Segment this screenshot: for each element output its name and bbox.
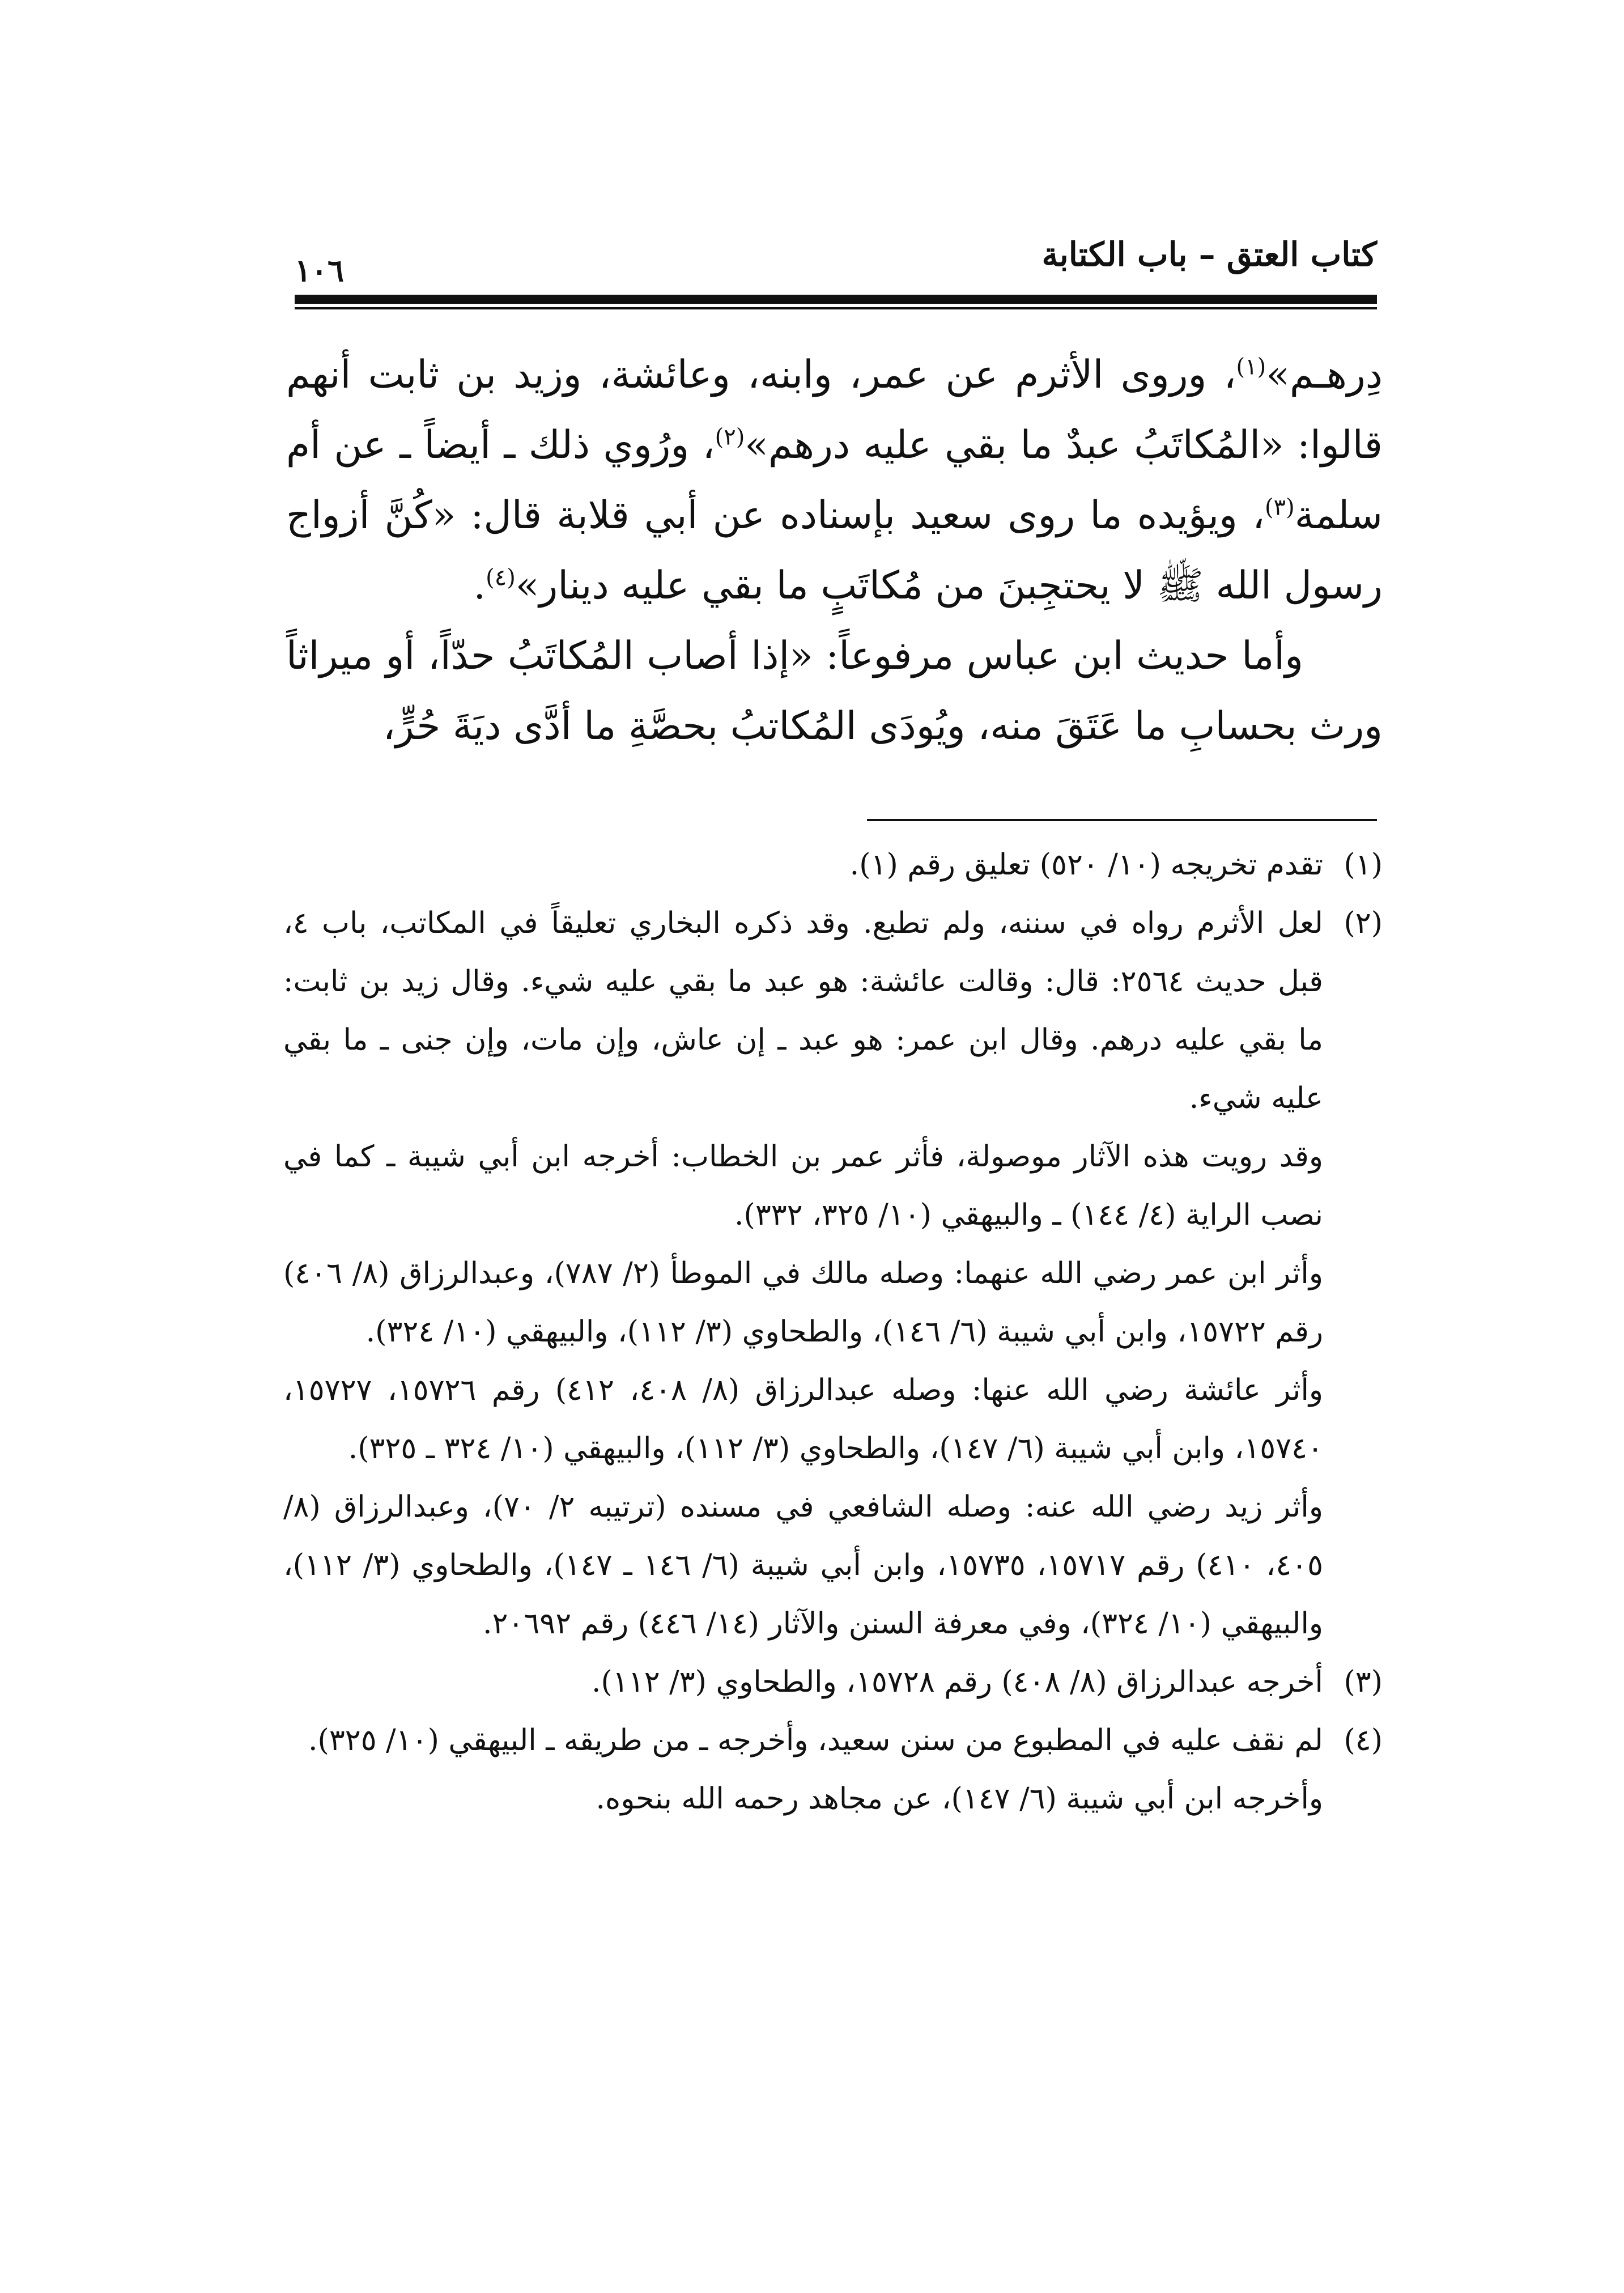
main-paragraph-2: وأما حديث ابن عباس مرفوعاً: «إذا أصاب المُكاتَبُ حدّاً، أو ميراثاً ورث بحسابِ ما عَتَقَ منه، ويُودَى المُكاتبُ بحصَّةِ ما أدَّى ديَةَ حُرٍّ، [286,634,1383,749]
footnote-ref-3: (٣) [1265,494,1295,521]
main-text-segment: . [473,563,486,608]
footnote-paragraph: أخرجه عبدالرزاق (٨/ ٤٠٨) رقم ١٥٧٢٨، والطحاوي (٣/ ١١٢). [592,1665,1323,1699]
footnote-paragraph: لعل الأثرم رواه في سننه، ولم تطبع. وقد ذكره البخاري تعليقاً في المكاتب، باب ٤، قبل حديث ٢٥٦٤: قال: وقالت عائشة: هو عبد ما بقي عليه شيء. وقال زيد بن ثابت: ما بقي عليه درهم. وقال ابن عمر: هو عبد ـ إن عاش، وإن مات، وإن جنى ـ ما بقي عليه شيء. [283,906,1323,1115]
main-text-segment: ، ويؤيده ما روى سعيد بإسناده عن أبي قلابة قال: «كُنَّ أزواج رسول الله ﷺ لا يحتجِبنَ من مُكاتَبٍ ما بقي عليه دينار» [286,493,1383,608]
footnote-number: (١) [1344,848,1383,882]
footnote-number: (٤) [1344,1723,1383,1757]
footnote-1 [283,836,1383,894]
header-rule-thin [295,307,1377,309]
footnote-4 [283,1712,1383,1770]
footnote-paragraph: وأثر ابن عمر رضي الله عنهما: وصله مالك في الموطأ (٢/ ٧٨٧)، وعبدالرزاق (٨/ ٤٠٦) رقم ١٥٧٢٢، وابن أبي شيبة (٦/ ١٤٦)، والطحاوي (٣/ ١١٢)، والبيهقي (١٠/ ٣٢٤). [283,1256,1323,1349]
page-number: ١٠٦ [295,252,345,288]
footnote-paragraph: وأثر عائشة رضي الله عنها: وصله عبدالرزاق (٨/ ٤٠٨، ٤١٢) رقم ١٥٧٢٦، ١٥٧٢٧، ١٥٧٤٠، وابن أبي شيبة (٦/ ١٤٧)، والطحاوي (٣/ ١١٢)، والبيهقي (١٠/ ٣٢٤ ـ ٣٢٥). [283,1373,1324,1466]
main-text [286,340,1383,762]
running-title: كتاب العتق – باب الكتابة [1041,235,1377,274]
footnote-2 [283,894,1383,1128]
footnote-3 [283,1653,1383,1712]
footnotes [283,836,1383,1828]
footnote-paragraph: تقدم تخريجه (١٠/ ٥٢٠) تعليق رقم (١). [849,848,1323,882]
footnote-ref-1: (١) [1236,354,1266,380]
footnote-paragraph: وأخرجه ابن أبي شيبة (٦/ ١٤٧)، عن مجاهد رحمه الله بنحوه. [596,1782,1323,1816]
footnote-body [283,836,1323,894]
footnote-body [283,1653,1323,1712]
footnote-body [283,1712,1323,1770]
footnote-paragraph: لم نقف عليه في المطبوع من سنن سعيد، وأخرجه ـ من طريقه ـ البيهقي (١٠/ ٣٢٥). [308,1723,1323,1757]
footnote-number: (٢) [1344,906,1383,940]
footnote-ref-4: (٤) [486,564,516,591]
footnote-number: (٣) [1344,1665,1383,1699]
footnote-ref-2: (٢) [715,424,745,451]
footnote-body [283,894,1323,1128]
header-rule-thick [295,295,1377,304]
main-text-segment: ، ورُوي ذلك ـ أيضاً ـ عن أم سلمة [286,423,1383,538]
main-text-segment: دِرهـم» [1266,353,1383,397]
footnote-paragraph: وقد رويت هذه الآثار موصولة، فأثر عمر بن الخطاب: أخرجه ابن أبي شيبة ـ كما في نصب الراية (٤/ ١٤٤) ـ والبيهقي (١٠/ ٣٢٥، ٣٣٢). [283,1140,1323,1232]
main-paragraph-1 [286,340,1383,621]
main-text-segment: ، وروى الأثرم عن عمر، وابنه، وعائشة، وزيد بن ثابت أنهم قالوا: «المُكاتَبُ عبدٌ ما بقي عليه درهم» [286,353,1383,468]
footnote-paragraph: وأثر زيد رضي الله عنه: وصله الشافعي في مسنده (ترتيبه ٢/ ٧٠)، وعبدالرزاق (٨/ ٤٠٥، ٤١٠) رقم ١٥٧١٧، ١٥٧٣٥، وابن أبي شيبة (٦/ ١٤٦ ـ ١٤٧)، والطحاوي (٣/ ١١٢)، والبيهقي (١٠/ ٣٢٤)، وفي معرفة السنن والآثار (١٤/ ٤٤٦) رقم ٢٠٦٩٢. [283,1490,1323,1641]
footnote-separator [867,819,1377,821]
